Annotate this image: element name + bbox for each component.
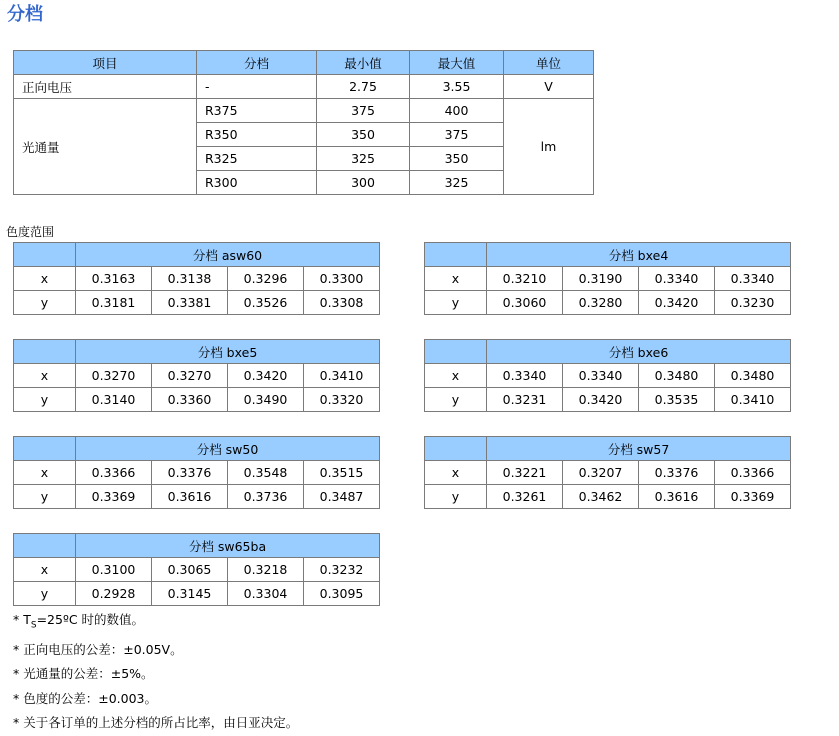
cct-title: 分档 bxe6 [487, 340, 791, 364]
cct-table-sw57 [424, 436, 791, 509]
x-value: 0.3300 [304, 267, 380, 291]
x-value: 0.3232 [304, 558, 380, 582]
cct-header-row [425, 243, 791, 267]
cct-x-row [425, 364, 791, 388]
y-value: 0.2928 [76, 582, 152, 606]
x-value: 0.3420 [228, 364, 304, 388]
y-value: 0.3360 [152, 388, 228, 412]
y-axis-label: y [425, 291, 487, 315]
x-value: 0.3065 [152, 558, 228, 582]
flux-row [14, 99, 594, 123]
y-value: 0.3261 [487, 485, 563, 509]
cct-table-bxe6 [424, 339, 791, 412]
flux-min: 375 [317, 99, 410, 123]
x-value: 0.3296 [228, 267, 304, 291]
x-axis-label: x [425, 461, 487, 485]
cct-header-row [14, 437, 380, 461]
x-value: 0.3190 [563, 267, 639, 291]
x-axis-label: x [425, 364, 487, 388]
cct-table-sw50 [13, 436, 380, 509]
cct-header-blank [425, 437, 487, 461]
x-value: 0.3480 [715, 364, 791, 388]
chromaticity-label: 色度范围 [6, 225, 55, 239]
cct-table-bxe5 [13, 339, 380, 412]
cct-x-row [14, 461, 380, 485]
y-value: 0.3140 [76, 388, 152, 412]
x-value: 0.3207 [563, 461, 639, 485]
flux-unit: lm [504, 99, 594, 195]
x-value: 0.3270 [76, 364, 152, 388]
x-value: 0.3340 [715, 267, 791, 291]
y-value: 0.3095 [304, 582, 380, 606]
y-value: 0.3181 [76, 291, 152, 315]
cct-title: 分档 sw65ba [76, 534, 380, 558]
forward-voltage-bin: - [197, 75, 317, 99]
x-axis-label: x [14, 364, 76, 388]
y-axis-label: y [14, 388, 76, 412]
x-axis-label: x [14, 267, 76, 291]
x-value: 0.3366 [715, 461, 791, 485]
note-chromaticity: * 色度的公差：±0.003。 [13, 690, 157, 706]
cct-x-row [425, 267, 791, 291]
x-value: 0.3340 [639, 267, 715, 291]
flux-min: 300 [317, 171, 410, 195]
note-ts-rest: =25ºC 时的数值。 [36, 612, 145, 627]
x-value: 0.3340 [487, 364, 563, 388]
cct-y-row [14, 582, 380, 606]
cct-table-asw60 [13, 242, 380, 315]
cct-header-blank [14, 340, 76, 364]
cct-header-blank [14, 437, 76, 461]
cct-header-blank [425, 243, 487, 267]
y-value: 0.3060 [487, 291, 563, 315]
y-value: 0.3736 [228, 485, 304, 509]
forward-voltage-label: 正向电压 [14, 75, 197, 99]
forward-voltage-max: 3.55 [410, 75, 504, 99]
cct-header-blank [425, 340, 487, 364]
flux-bin: R350 [197, 123, 317, 147]
x-value: 0.3515 [304, 461, 380, 485]
x-value: 0.3410 [304, 364, 380, 388]
y-value: 0.3420 [639, 291, 715, 315]
y-value: 0.3616 [639, 485, 715, 509]
cct-y-row [14, 485, 380, 509]
cct-x-row [14, 364, 380, 388]
flux-max: 325 [410, 171, 504, 195]
cct-y-row [14, 388, 380, 412]
x-value: 0.3163 [76, 267, 152, 291]
cct-table-sw65ba [13, 533, 380, 606]
cct-title: 分档 asw60 [76, 243, 380, 267]
x-value: 0.3366 [76, 461, 152, 485]
x-value: 0.3270 [152, 364, 228, 388]
x-value: 0.3100 [76, 558, 152, 582]
flux-max: 400 [410, 99, 504, 123]
y-axis-label: y [425, 485, 487, 509]
note-ratio: * 关于各订单的上述分档的所占比率，由日亚决定。 [13, 715, 299, 731]
header-bin: 分档 [197, 51, 317, 75]
cct-title: 分档 bxe4 [487, 243, 791, 267]
cct-header-blank [14, 534, 76, 558]
x-value: 0.3218 [228, 558, 304, 582]
cct-title: 分档 sw50 [76, 437, 380, 461]
y-axis-label: y [14, 291, 76, 315]
x-axis-label: x [425, 267, 487, 291]
cct-x-row [14, 267, 380, 291]
cct-title: 分档 bxe5 [76, 340, 380, 364]
flux-max: 350 [410, 147, 504, 171]
flux-max: 375 [410, 123, 504, 147]
cct-header-row [425, 437, 791, 461]
y-value: 0.3526 [228, 291, 304, 315]
x-axis-label: x [14, 558, 76, 582]
y-value: 0.3304 [228, 582, 304, 606]
cct-table-bxe4 [424, 242, 791, 315]
header-max: 最大值 [410, 51, 504, 75]
flux-min: 350 [317, 123, 410, 147]
y-value: 0.3616 [152, 485, 228, 509]
binning-table [13, 50, 594, 195]
cct-y-row [425, 291, 791, 315]
forward-voltage-row [14, 75, 594, 99]
y-axis-label: y [14, 485, 76, 509]
cct-header-row [14, 243, 380, 267]
cct-y-row [14, 291, 380, 315]
page-title: 分档 [7, 4, 43, 25]
y-value: 0.3410 [715, 388, 791, 412]
y-value: 0.3381 [152, 291, 228, 315]
y-axis-label: y [14, 582, 76, 606]
forward-voltage-min: 2.75 [317, 75, 410, 99]
cct-header-row [14, 340, 380, 364]
x-value: 0.3376 [152, 461, 228, 485]
x-value: 0.3221 [487, 461, 563, 485]
y-value: 0.3487 [304, 485, 380, 509]
header-item: 项目 [14, 51, 197, 75]
x-value: 0.3340 [563, 364, 639, 388]
cct-x-row [425, 461, 791, 485]
x-value: 0.3138 [152, 267, 228, 291]
notes [13, 608, 298, 736]
note-voltage: * 正向电压的公差：±0.05V。 [13, 641, 183, 657]
x-value: 0.3480 [639, 364, 715, 388]
y-value: 0.3462 [563, 485, 639, 509]
y-value: 0.3320 [304, 388, 380, 412]
x-value: 0.3376 [639, 461, 715, 485]
header-unit: 单位 [504, 51, 594, 75]
cct-header-row [425, 340, 791, 364]
y-value: 0.3420 [563, 388, 639, 412]
y-value: 0.3369 [715, 485, 791, 509]
x-value: 0.3210 [487, 267, 563, 291]
y-value: 0.3145 [152, 582, 228, 606]
flux-bin: R375 [197, 99, 317, 123]
y-value: 0.3231 [487, 388, 563, 412]
y-value: 0.3535 [639, 388, 715, 412]
note-flux: * 光通量的公差：±5%。 [13, 666, 154, 682]
cct-header-blank [14, 243, 76, 267]
cct-y-row [425, 388, 791, 412]
cct-title: 分档 sw57 [487, 437, 791, 461]
flux-label: 光通量 [14, 99, 197, 195]
cct-x-row [14, 558, 380, 582]
note-ts-prefix: * T [13, 612, 31, 627]
x-value: 0.3548 [228, 461, 304, 485]
flux-bin: R325 [197, 147, 317, 171]
cct-y-row [425, 485, 791, 509]
forward-voltage-unit: V [504, 75, 594, 99]
flux-bin: R300 [197, 171, 317, 195]
binning-header-row [14, 51, 594, 75]
y-value: 0.3490 [228, 388, 304, 412]
cct-header-row [14, 534, 380, 558]
x-axis-label: x [14, 461, 76, 485]
note-ts [13, 608, 298, 638]
header-min: 最小值 [317, 51, 410, 75]
y-axis-label: y [425, 388, 487, 412]
y-value: 0.3280 [563, 291, 639, 315]
y-value: 0.3230 [715, 291, 791, 315]
note-ts-sub: S [30, 620, 37, 631]
y-value: 0.3369 [76, 485, 152, 509]
flux-min: 325 [317, 147, 410, 171]
y-value: 0.3308 [304, 291, 380, 315]
